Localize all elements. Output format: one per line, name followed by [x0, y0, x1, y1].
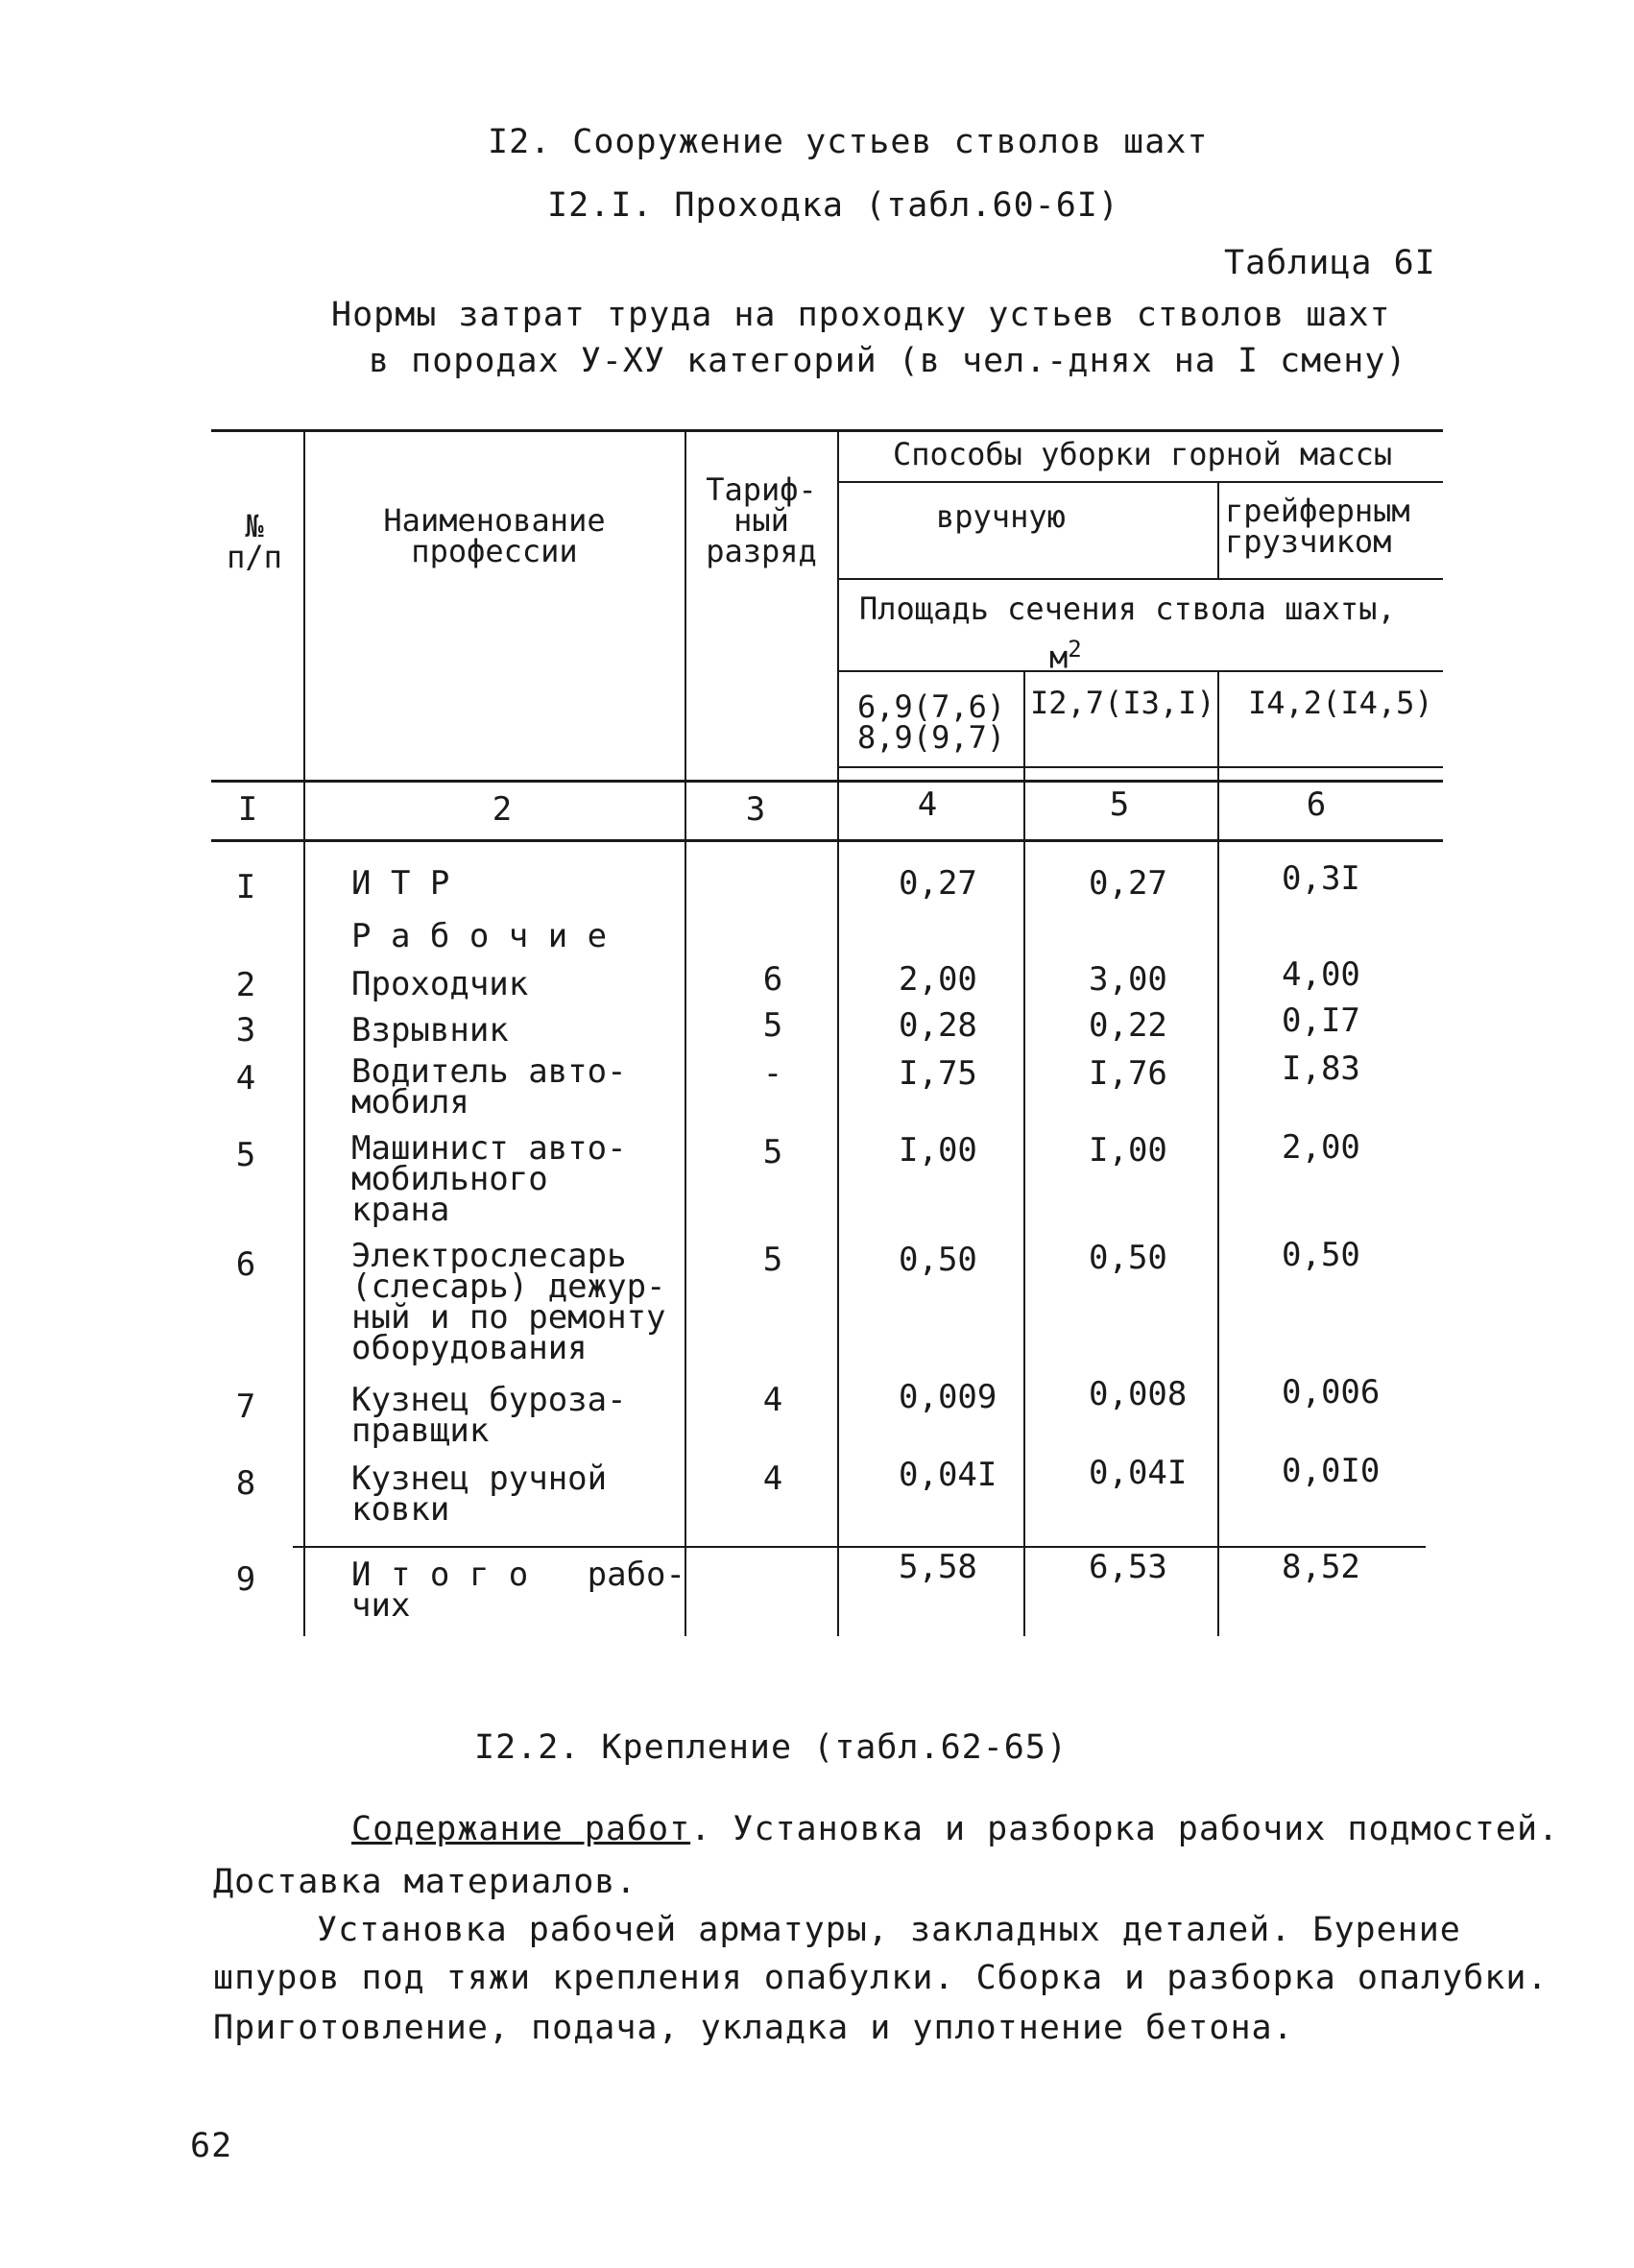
table-top-border [211, 429, 1443, 432]
table-caption-line2: в породах У-ХУ категорий (в чел.-днях на I смену) [369, 342, 1407, 380]
row-num: 5 [235, 1136, 256, 1174]
colnum-2: 2 [492, 790, 513, 829]
header-bottom-border [838, 766, 1443, 768]
paragraph-2-line1: Установка рабочей арматуры, закладных деталей. Бурение [317, 1911, 1461, 1949]
vline-4 [1023, 672, 1025, 1636]
colnum-4: 4 [917, 785, 938, 824]
row-value: 0,27 [1089, 864, 1167, 903]
row-value: 0,3I [1282, 859, 1360, 898]
methods-divider [838, 481, 1443, 483]
row-value: 0,006 [1282, 1373, 1381, 1411]
paragraph-1-line1 [351, 1810, 1559, 1848]
row-num: I [235, 868, 256, 906]
table-label: Таблица 6I [1224, 244, 1436, 282]
header-area-unit-base: м [1049, 639, 1069, 676]
row-value: I,76 [1089, 1054, 1167, 1093]
colnum-bottom-border [211, 839, 1443, 842]
row-name: Проходчик [351, 965, 529, 1003]
row-value: 0,27 [899, 864, 977, 903]
header-size-3: I4,2(I4,5) [1248, 685, 1433, 721]
table-caption-line1: Нормы затрат труда на проходку устьев стволов шахт [331, 296, 1391, 334]
paragraph-1-rest: . Установка и разборка рабочих подмостей. [690, 1810, 1560, 1848]
vline-1 [303, 430, 305, 1636]
header-manual: вручную [936, 498, 1066, 535]
row-value: I,83 [1282, 1050, 1360, 1088]
paragraph-2-line3: Приготовление, подача, укладка и уплотнение бетона. [213, 2009, 1294, 2047]
header-grade: Тариф- ный разряд [706, 471, 817, 569]
row-grade: 5 [762, 1006, 783, 1045]
colnum-6: 6 [1306, 785, 1327, 824]
header-size-2: I2,7(I3,I) [1030, 685, 1215, 721]
header-area-unit [1049, 636, 1082, 676]
row-value: 3,00 [1089, 960, 1167, 999]
row-value: 0,04I [899, 1456, 997, 1494]
row-num: 4 [235, 1059, 256, 1098]
header-area-unit-sup: 2 [1068, 636, 1082, 663]
header-area: Площадь сечения ствола шахты, [859, 591, 1396, 627]
vline-3 [837, 430, 839, 1636]
row-value: 0,0I0 [1282, 1452, 1381, 1490]
row-value: I,75 [899, 1054, 977, 1093]
row-value: 6,53 [1089, 1548, 1167, 1586]
method-type-divider [838, 578, 1443, 580]
row-value: 5,58 [899, 1548, 977, 1586]
content-label: Содержание работ [351, 1810, 691, 1848]
row-name: Машинист авто- мобильного крана [351, 1129, 627, 1229]
row-value: 0,28 [899, 1006, 977, 1045]
row-num: 2 [235, 966, 256, 1004]
row-value: 0,008 [1089, 1375, 1188, 1413]
row-name: И Т Р [351, 864, 450, 903]
colnum-top-border [211, 780, 1443, 783]
header-methods: Способы уборки горной массы [893, 436, 1393, 472]
colnum-1: I [237, 790, 258, 829]
row-value: I,00 [899, 1131, 977, 1170]
header-size-1: 6,9(7,6) 8,9(9,7) [857, 688, 1006, 756]
colnum-3: 3 [745, 790, 766, 829]
paragraph-2-line2: шпуров под тяжи крепления опабулки. Сборка и разборка опалубки. [213, 1959, 1549, 1997]
row-value: 0,04I [1089, 1454, 1188, 1492]
row-grade: - [762, 1054, 783, 1093]
area-divider [838, 670, 1443, 672]
total-row-border [293, 1546, 1426, 1548]
header-profession: Наименование профессии [383, 502, 606, 569]
row-value: I,00 [1089, 1131, 1167, 1170]
subsection2-title: I2.2. Крепление (табл.62-65) [474, 1728, 1069, 1767]
row-name: Электрослесарь (слесарь) дежур- ный и по ремонту оборудования [351, 1237, 666, 1367]
header-grab: грейферным грузчиком [1225, 493, 1410, 560]
row-grade: 4 [762, 1381, 783, 1419]
row-grade: 5 [762, 1133, 783, 1171]
row-value: 0,50 [1089, 1239, 1167, 1277]
subsection-title: I2.I. Проходка (табл.60-6I) [547, 186, 1119, 225]
row-value: 0,I7 [1282, 1001, 1360, 1040]
row-value: 0,50 [899, 1241, 977, 1279]
vline-5 [1217, 482, 1219, 578]
row-name: Водитель авто- мобиля [351, 1052, 627, 1122]
vline-6 [1217, 672, 1219, 1636]
section-title: I2. Сооружение устьев стволов шахт [488, 123, 1209, 161]
row-name: Взрывник [351, 1011, 509, 1050]
paragraph-1-line2: Доставка материалов. [213, 1863, 637, 1901]
row-name: Кузнец ручной ковки [351, 1460, 608, 1529]
header-num: № п/п [227, 508, 282, 575]
row-num: 7 [235, 1387, 256, 1426]
row-grade: 5 [762, 1241, 783, 1279]
row-num: 9 [235, 1560, 256, 1599]
row-name: Р а б о ч и е [351, 917, 608, 955]
row-value: 2,00 [899, 960, 977, 999]
row-num: 6 [235, 1245, 256, 1284]
row-value: 2,00 [1282, 1128, 1360, 1167]
row-name: Кузнец буроза- правщик [351, 1381, 627, 1450]
page-number: 62 [190, 2127, 233, 2165]
row-value: 4,00 [1282, 955, 1360, 994]
row-value: 0,009 [899, 1378, 997, 1416]
vline-2 [685, 430, 686, 1636]
row-value: 8,52 [1282, 1548, 1360, 1586]
row-grade: 4 [762, 1460, 783, 1498]
row-num: 3 [235, 1011, 256, 1050]
row-name: И т о г о рабо- чих [351, 1556, 685, 1625]
colnum-5: 5 [1109, 785, 1130, 824]
row-num: 8 [235, 1464, 256, 1503]
row-value: 0,50 [1282, 1236, 1360, 1274]
row-grade: 6 [762, 960, 783, 999]
row-value: 0,22 [1089, 1006, 1167, 1045]
